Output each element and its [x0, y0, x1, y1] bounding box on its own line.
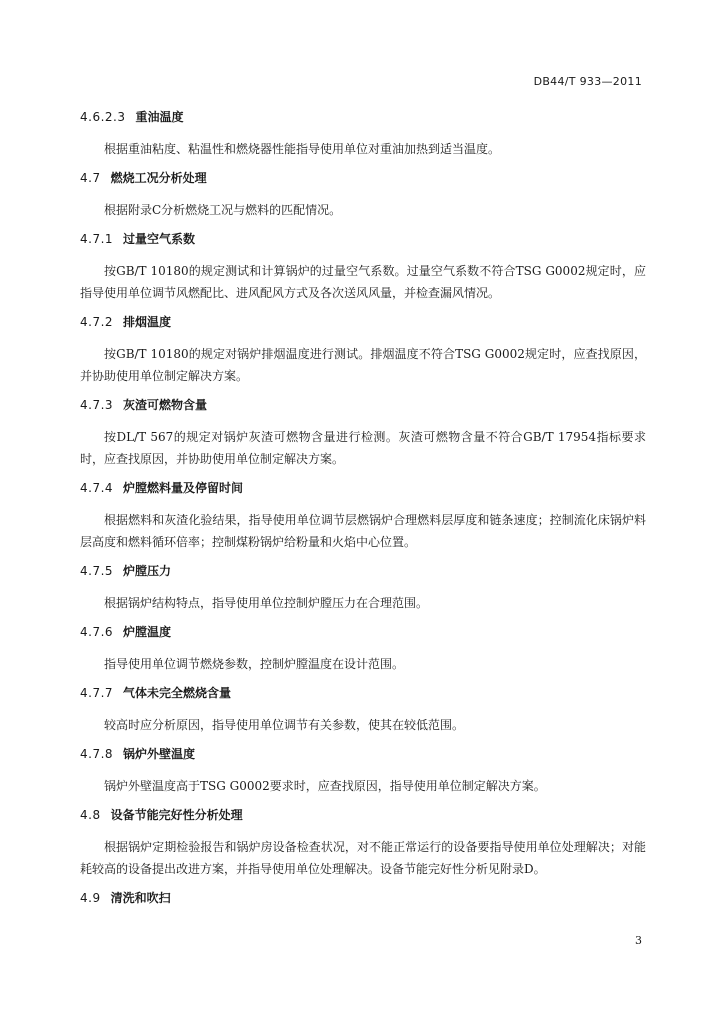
- section-title: 燃烧工况分析处理: [110, 171, 207, 185]
- section-heading: [80, 562, 646, 580]
- section-4-7-2: [80, 313, 646, 387]
- section-heading: [80, 396, 646, 414]
- section-number: 4.7.7: [80, 686, 114, 700]
- section-paragraph: 按DL/T 567的规定对锅炉灰渣可燃物含量进行检测。灰渣可燃物含量不符合GB/T 17954指标要求时，应查找原因，并协助使用单位制定解决方案。: [80, 430, 646, 466]
- section-paragraph: 较高时应分析原因，指导使用单位调节有关参数，使其在较低范围。: [104, 718, 465, 732]
- section-title: 炉膛压力: [123, 564, 172, 578]
- section-paragraph: 按GB/T 10180的规定测试和计算锅炉的过量空气系数。过量空气系数不符合TSG G0002规定时，应指导使用单位调节风燃配比、进风配风方式及各次送风风量，并检查漏风情况。: [80, 264, 646, 300]
- section-heading: [80, 108, 646, 126]
- section-heading: [80, 745, 646, 763]
- section-number: 4.7: [80, 171, 101, 185]
- section-title: 设备节能完好性分析处理: [110, 808, 243, 822]
- section-heading: [80, 889, 646, 907]
- section-paragraph: 指导使用单位调节燃烧参数，控制炉膛温度在设计范围。: [104, 657, 405, 671]
- section-title: 清洗和吹扫: [110, 891, 171, 905]
- section-heading: [80, 230, 646, 248]
- section-number: 4.6.2.3: [80, 110, 126, 124]
- section-4-6-2-3: [80, 108, 646, 160]
- standard-code-header: DB44/T 933—2011: [533, 75, 642, 88]
- section-4-7: [80, 169, 646, 221]
- section-heading: [80, 479, 646, 497]
- section-title: 炉膛温度: [123, 625, 172, 639]
- section-number: 4.7.3: [80, 398, 114, 412]
- section-paragraph: 按GB/T 10180的规定对锅炉排烟温度进行测试。排烟温度不符合TSG G0002规定时，应查找原因，并协助使用单位制定解决方案。: [80, 347, 646, 383]
- section-title: 过量空气系数: [123, 232, 196, 246]
- section-number: 4.7.6: [80, 625, 114, 639]
- section-heading: [80, 623, 646, 641]
- section-4-7-8: [80, 745, 646, 797]
- section-4-7-3: [80, 396, 646, 470]
- section-4-7-4: [80, 479, 646, 553]
- section-title: 重油温度: [135, 110, 184, 124]
- section-paragraph: 根据燃料和灰渣化验结果，指导使用单位调节层燃锅炉合理燃料层厚度和链条速度；控制流化床锅炉料层高度和燃料循环倍率；控制煤粉锅炉给粉量和火焰中心位置。: [80, 513, 646, 549]
- section-number: 4.7.2: [80, 315, 114, 329]
- section-4-7-7: [80, 684, 646, 736]
- section-title: 气体未完全燃烧含量: [123, 686, 232, 700]
- section-heading: [80, 684, 646, 702]
- section-title: 炉膛燃料量及停留时间: [123, 481, 244, 495]
- section-number: 4.8: [80, 808, 101, 822]
- section-title: 排烟温度: [123, 315, 172, 329]
- section-paragraph: 根据重油粘度、粘温性和燃烧器性能指导使用单位对重油加热到适当温度。: [104, 142, 501, 156]
- section-4-7-6: [80, 623, 646, 675]
- section-4-9: [80, 889, 646, 907]
- section-paragraph: 根据锅炉结构特点，指导使用单位控制炉膛压力在合理范围。: [104, 596, 429, 610]
- section-number: 4.7.5: [80, 564, 114, 578]
- section-number: 4.7.1: [80, 232, 114, 246]
- section-paragraph: 根据附录C分析燃烧工况与燃料的匹配情况。: [104, 203, 342, 217]
- section-title: 灰渣可燃物含量: [123, 398, 208, 412]
- section-number: 4.9: [80, 891, 101, 905]
- section-paragraph: 锅炉外壁温度高于TSG G0002要求时，应查找原因，指导使用单位制定解决方案。: [104, 779, 546, 793]
- section-4-7-5: [80, 562, 646, 614]
- document-body: [80, 108, 646, 919]
- section-heading: [80, 313, 646, 331]
- section-heading: [80, 806, 646, 824]
- section-title: 锅炉外壁温度: [123, 747, 196, 761]
- section-4-8: [80, 806, 646, 880]
- section-number: 4.7.4: [80, 481, 114, 495]
- section-heading: [80, 169, 646, 187]
- page-number: 3: [635, 934, 642, 947]
- section-4-7-1: [80, 230, 646, 304]
- section-number: 4.7.8: [80, 747, 114, 761]
- section-paragraph: 根据锅炉定期检验报告和锅炉房设备检查状况，对不能正常运行的设备要指导使用单位处理解决；对能耗较高的设备提出改进方案，并指导使用单位处理解决。设备节能完好性分析见附录D。: [80, 840, 646, 876]
